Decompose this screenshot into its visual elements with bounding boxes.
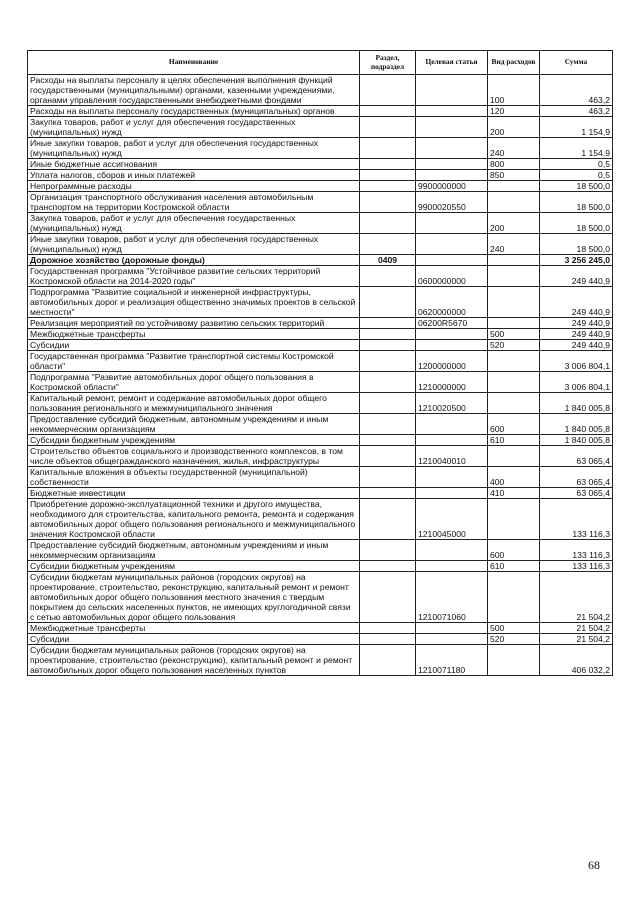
cell-vid: 500 bbox=[488, 623, 540, 634]
table-row bbox=[28, 623, 613, 634]
cell-razdel bbox=[360, 467, 416, 488]
cell-summa: 18 500,0 bbox=[540, 181, 613, 192]
table-row bbox=[28, 393, 613, 414]
cell-name: Межбюджетные трансферты bbox=[28, 329, 360, 340]
cell-name: Дорожное хозяйство (дорожные фонды) bbox=[28, 255, 360, 266]
table-body bbox=[28, 75, 613, 676]
cell-razdel bbox=[360, 287, 416, 318]
cell-razdel bbox=[360, 159, 416, 170]
header-razdel: Раздел, подраздел bbox=[360, 51, 416, 75]
cell-summa: 1 840 005,8 bbox=[540, 414, 613, 435]
cell-name: Строительство объектов социального и производственного комплексов, в том числе объектов общегражданского назначения, жилья, инфраструктуры bbox=[28, 446, 360, 467]
cell-vid bbox=[488, 255, 540, 266]
cell-summa: 3 006 804,1 bbox=[540, 372, 613, 393]
cell-razdel bbox=[360, 645, 416, 676]
cell-vid bbox=[488, 181, 540, 192]
table-row bbox=[28, 117, 613, 138]
cell-celevaya bbox=[416, 414, 488, 435]
cell-summa: 249 440,9 bbox=[540, 287, 613, 318]
cell-vid bbox=[488, 318, 540, 329]
cell-vid bbox=[488, 499, 540, 540]
cell-razdel bbox=[360, 181, 416, 192]
cell-name: Расходы на выплаты персоналу государственных (муниципальных) органов bbox=[28, 106, 360, 117]
cell-vid bbox=[488, 351, 540, 372]
cell-razdel bbox=[360, 572, 416, 623]
cell-summa: 249 440,9 bbox=[540, 318, 613, 329]
cell-summa: 463,2 bbox=[540, 75, 613, 106]
cell-celevaya: 1210045000 bbox=[416, 499, 488, 540]
table-row bbox=[28, 75, 613, 106]
cell-vid: 500 bbox=[488, 329, 540, 340]
cell-celevaya: 1210071180 bbox=[416, 645, 488, 676]
cell-celevaya: 1210040010 bbox=[416, 446, 488, 467]
cell-summa: 406 032,2 bbox=[540, 645, 613, 676]
cell-vid: 610 bbox=[488, 435, 540, 446]
cell-name: Закупка товаров, работ и услуг для обеспечения государственных (муниципальных) нужд bbox=[28, 117, 360, 138]
cell-summa: 463,2 bbox=[540, 106, 613, 117]
cell-razdel bbox=[360, 170, 416, 181]
cell-razdel bbox=[360, 234, 416, 255]
cell-razdel bbox=[360, 213, 416, 234]
cell-celevaya bbox=[416, 540, 488, 561]
cell-razdel bbox=[360, 351, 416, 372]
cell-summa: 21 504,2 bbox=[540, 572, 613, 623]
table-row bbox=[28, 318, 613, 329]
cell-summa: 3 256 245,0 bbox=[540, 255, 613, 266]
cell-summa: 21 504,2 bbox=[540, 623, 613, 634]
table-row bbox=[28, 266, 613, 287]
cell-razdel bbox=[360, 435, 416, 446]
cell-name: Иные закупки товаров, работ и услуг для обеспечения государственных (муниципальных) нужд bbox=[28, 234, 360, 255]
table-row bbox=[28, 159, 613, 170]
cell-celevaya bbox=[416, 170, 488, 181]
cell-vid bbox=[488, 372, 540, 393]
table-row bbox=[28, 234, 613, 255]
table-row bbox=[28, 213, 613, 234]
cell-name: Закупка товаров, работ и услуг для обеспечения государственных (муниципальных) нужд bbox=[28, 213, 360, 234]
cell-razdel bbox=[360, 75, 416, 106]
table-row bbox=[28, 255, 613, 266]
cell-celevaya: 1210000000 bbox=[416, 372, 488, 393]
table-row bbox=[28, 572, 613, 623]
cell-celevaya: 0620000000 bbox=[416, 287, 488, 318]
table-row bbox=[28, 561, 613, 572]
cell-name: Подпрограмма "Развитие автомобильных дорог общего пользования в Костромской области" bbox=[28, 372, 360, 393]
cell-razdel bbox=[360, 192, 416, 213]
cell-summa: 18 500,0 bbox=[540, 213, 613, 234]
cell-summa: 133 116,3 bbox=[540, 561, 613, 572]
cell-summa: 133 116,3 bbox=[540, 540, 613, 561]
table-row bbox=[28, 329, 613, 340]
cell-vid: 240 bbox=[488, 138, 540, 159]
cell-razdel bbox=[360, 634, 416, 645]
cell-name: Расходы на выплаты персоналу в целях обеспечения выполнения функций государственными (муниципальными) органами, казенными учреждениями, органами управления государственными внебюджетными фондами bbox=[28, 75, 360, 106]
cell-celevaya: 06200R5670 bbox=[416, 318, 488, 329]
cell-name: Субсидии bbox=[28, 634, 360, 645]
cell-razdel bbox=[360, 623, 416, 634]
cell-celevaya: 0600000000 bbox=[416, 266, 488, 287]
cell-summa: 63 065,4 bbox=[540, 467, 613, 488]
cell-vid: 200 bbox=[488, 213, 540, 234]
cell-vid: 800 bbox=[488, 159, 540, 170]
cell-celevaya: 9900020550 bbox=[416, 192, 488, 213]
cell-vid bbox=[488, 572, 540, 623]
cell-celevaya: 1200000000 bbox=[416, 351, 488, 372]
cell-vid: 240 bbox=[488, 234, 540, 255]
cell-name: Иные закупки товаров, работ и услуг для обеспечения государственных (муниципальных) нужд bbox=[28, 138, 360, 159]
table-row bbox=[28, 340, 613, 351]
table-row bbox=[28, 192, 613, 213]
cell-name: Подпрограмма "Развитие социальной и инженерной инфраструктуры, автомобильных дорог и реализация общественно значимых проектов в сельской местности" bbox=[28, 287, 360, 318]
cell-summa: 249 440,9 bbox=[540, 329, 613, 340]
cell-name: Межбюджетные трансферты bbox=[28, 623, 360, 634]
cell-vid: 520 bbox=[488, 634, 540, 645]
cell-vid: 410 bbox=[488, 488, 540, 499]
cell-summa: 249 440,9 bbox=[540, 266, 613, 287]
cell-name: Предоставление субсидий бюджетным, автономным учреждениям и иным некоммерческим организациям bbox=[28, 540, 360, 561]
cell-celevaya bbox=[416, 561, 488, 572]
cell-razdel bbox=[360, 372, 416, 393]
cell-name: Реализация мероприятий по устойчивому развитию сельских территорий bbox=[28, 318, 360, 329]
cell-vid bbox=[488, 645, 540, 676]
cell-name: Непрограммные расходы bbox=[28, 181, 360, 192]
cell-summa: 18 500,0 bbox=[540, 192, 613, 213]
cell-summa: 63 065,4 bbox=[540, 488, 613, 499]
cell-celevaya bbox=[416, 75, 488, 106]
cell-celevaya: 1210020500 bbox=[416, 393, 488, 414]
cell-vid: 200 bbox=[488, 117, 540, 138]
cell-vid bbox=[488, 266, 540, 287]
cell-summa: 63 065,4 bbox=[540, 446, 613, 467]
cell-celevaya bbox=[416, 106, 488, 117]
cell-vid: 520 bbox=[488, 340, 540, 351]
cell-name: Субсидии бюджетам муниципальных районов (городских округов) на проектирование, строительство (реконструкцию), капитальный ремонт и ремонт автомобильных дорог общего пользования населенных пунктов bbox=[28, 645, 360, 676]
cell-razdel bbox=[360, 138, 416, 159]
cell-summa: 3 006 804,1 bbox=[540, 351, 613, 372]
cell-celevaya bbox=[416, 634, 488, 645]
table-row bbox=[28, 138, 613, 159]
table-row bbox=[28, 181, 613, 192]
cell-vid: 850 bbox=[488, 170, 540, 181]
cell-razdel bbox=[360, 106, 416, 117]
cell-summa: 18 500,0 bbox=[540, 234, 613, 255]
table-row bbox=[28, 372, 613, 393]
cell-celevaya bbox=[416, 138, 488, 159]
cell-razdel bbox=[360, 393, 416, 414]
cell-razdel bbox=[360, 540, 416, 561]
cell-summa: 1 154,9 bbox=[540, 138, 613, 159]
cell-summa: 1 154,9 bbox=[540, 117, 613, 138]
cell-vid: 600 bbox=[488, 540, 540, 561]
table-row bbox=[28, 414, 613, 435]
cell-summa: 1 840 005,8 bbox=[540, 393, 613, 414]
table-row bbox=[28, 645, 613, 676]
cell-razdel bbox=[360, 329, 416, 340]
cell-celevaya: 1210071060 bbox=[416, 572, 488, 623]
cell-summa: 133 116,3 bbox=[540, 499, 613, 540]
cell-summa: 249 440,9 bbox=[540, 340, 613, 351]
cell-celevaya: 9900000000 bbox=[416, 181, 488, 192]
table-row bbox=[28, 540, 613, 561]
cell-razdel bbox=[360, 488, 416, 499]
cell-vid: 120 bbox=[488, 106, 540, 117]
cell-celevaya bbox=[416, 117, 488, 138]
table-row bbox=[28, 435, 613, 446]
cell-razdel bbox=[360, 414, 416, 435]
cell-vid bbox=[488, 393, 540, 414]
cell-vid bbox=[488, 446, 540, 467]
cell-name: Капитальные вложения в объекты государственной (муниципальной) собственности bbox=[28, 467, 360, 488]
cell-summa: 0,5 bbox=[540, 159, 613, 170]
cell-razdel bbox=[360, 117, 416, 138]
cell-celevaya bbox=[416, 467, 488, 488]
cell-summa: 0,5 bbox=[540, 170, 613, 181]
cell-name: Субсидии бюджетным учреждениям bbox=[28, 561, 360, 572]
cell-name: Уплата налогов, сборов и иных платежей bbox=[28, 170, 360, 181]
header-row bbox=[28, 51, 613, 75]
header-vid: Вид расходов bbox=[488, 51, 540, 75]
cell-name: Приобретение дорожно-эксплуатационной техники и другого имущества, необходимого для строительства, капитального ремонта, ремонта и содержания автомобильных дорог общего пользования регионального и межмуниципального значения Костромской области bbox=[28, 499, 360, 540]
table-row bbox=[28, 446, 613, 467]
cell-celevaya bbox=[416, 213, 488, 234]
page-number: 68 bbox=[588, 858, 600, 872]
cell-celevaya bbox=[416, 234, 488, 255]
cell-vid bbox=[488, 192, 540, 213]
budget-table bbox=[27, 50, 613, 676]
cell-vid: 100 bbox=[488, 75, 540, 106]
table-row bbox=[28, 106, 613, 117]
cell-name: Предоставление субсидий бюджетным, автономным учреждениям и иным некоммерческим организациям bbox=[28, 414, 360, 435]
table-row bbox=[28, 634, 613, 645]
table-row bbox=[28, 488, 613, 499]
header-summa: Сумма bbox=[540, 51, 613, 75]
cell-vid: 600 bbox=[488, 414, 540, 435]
cell-razdel bbox=[360, 561, 416, 572]
cell-celevaya bbox=[416, 329, 488, 340]
cell-name: Организация транспортного обслуживания населения автомобильным транспортом на территории Костромской области bbox=[28, 192, 360, 213]
cell-razdel bbox=[360, 499, 416, 540]
table-header bbox=[28, 51, 613, 75]
cell-razdel bbox=[360, 266, 416, 287]
header-name: Наименование bbox=[28, 51, 360, 75]
cell-celevaya bbox=[416, 159, 488, 170]
cell-razdel bbox=[360, 318, 416, 329]
header-celevaya: Целевая статья bbox=[416, 51, 488, 75]
cell-vid: 610 bbox=[488, 561, 540, 572]
cell-summa: 21 504,2 bbox=[540, 634, 613, 645]
table-row bbox=[28, 499, 613, 540]
table-row bbox=[28, 467, 613, 488]
cell-name: Иные бюджетные ассигнования bbox=[28, 159, 360, 170]
table-row bbox=[28, 170, 613, 181]
cell-razdel bbox=[360, 446, 416, 467]
cell-name: Субсидии бюджетным учреждениям bbox=[28, 435, 360, 446]
cell-celevaya bbox=[416, 488, 488, 499]
cell-razdel: 0409 bbox=[360, 255, 416, 266]
cell-summa: 1 840 005,8 bbox=[540, 435, 613, 446]
cell-celevaya bbox=[416, 623, 488, 634]
cell-celevaya bbox=[416, 435, 488, 446]
cell-name: Субсидии bbox=[28, 340, 360, 351]
cell-name: Государственная программа "Развитие транспортной системы Костромской области" bbox=[28, 351, 360, 372]
cell-vid: 400 bbox=[488, 467, 540, 488]
cell-name: Государственная программа "Устойчивое развитие сельских территорий Костромской области на 2014-2020 годы" bbox=[28, 266, 360, 287]
cell-name: Бюджетные инвестиции bbox=[28, 488, 360, 499]
table-row bbox=[28, 287, 613, 318]
cell-celevaya bbox=[416, 255, 488, 266]
cell-celevaya bbox=[416, 340, 488, 351]
cell-name: Субсидии бюджетам муниципальных районов (городских округов) на проектирование, строительство, реконструкцию, капитальный ремонт и ремонт автомобильных дорог общего пользования местного значения с твердым покрытием до сельских населенных пунктов, не имеющих круглогодичной связи с сетью автомобильных дорог общего пользования bbox=[28, 572, 360, 623]
cell-razdel bbox=[360, 340, 416, 351]
table-row bbox=[28, 351, 613, 372]
cell-name: Капитальный ремонт, ремонт и содержание автомобильных дорог общего пользования регионального и межмуниципального значения bbox=[28, 393, 360, 414]
cell-vid bbox=[488, 287, 540, 318]
